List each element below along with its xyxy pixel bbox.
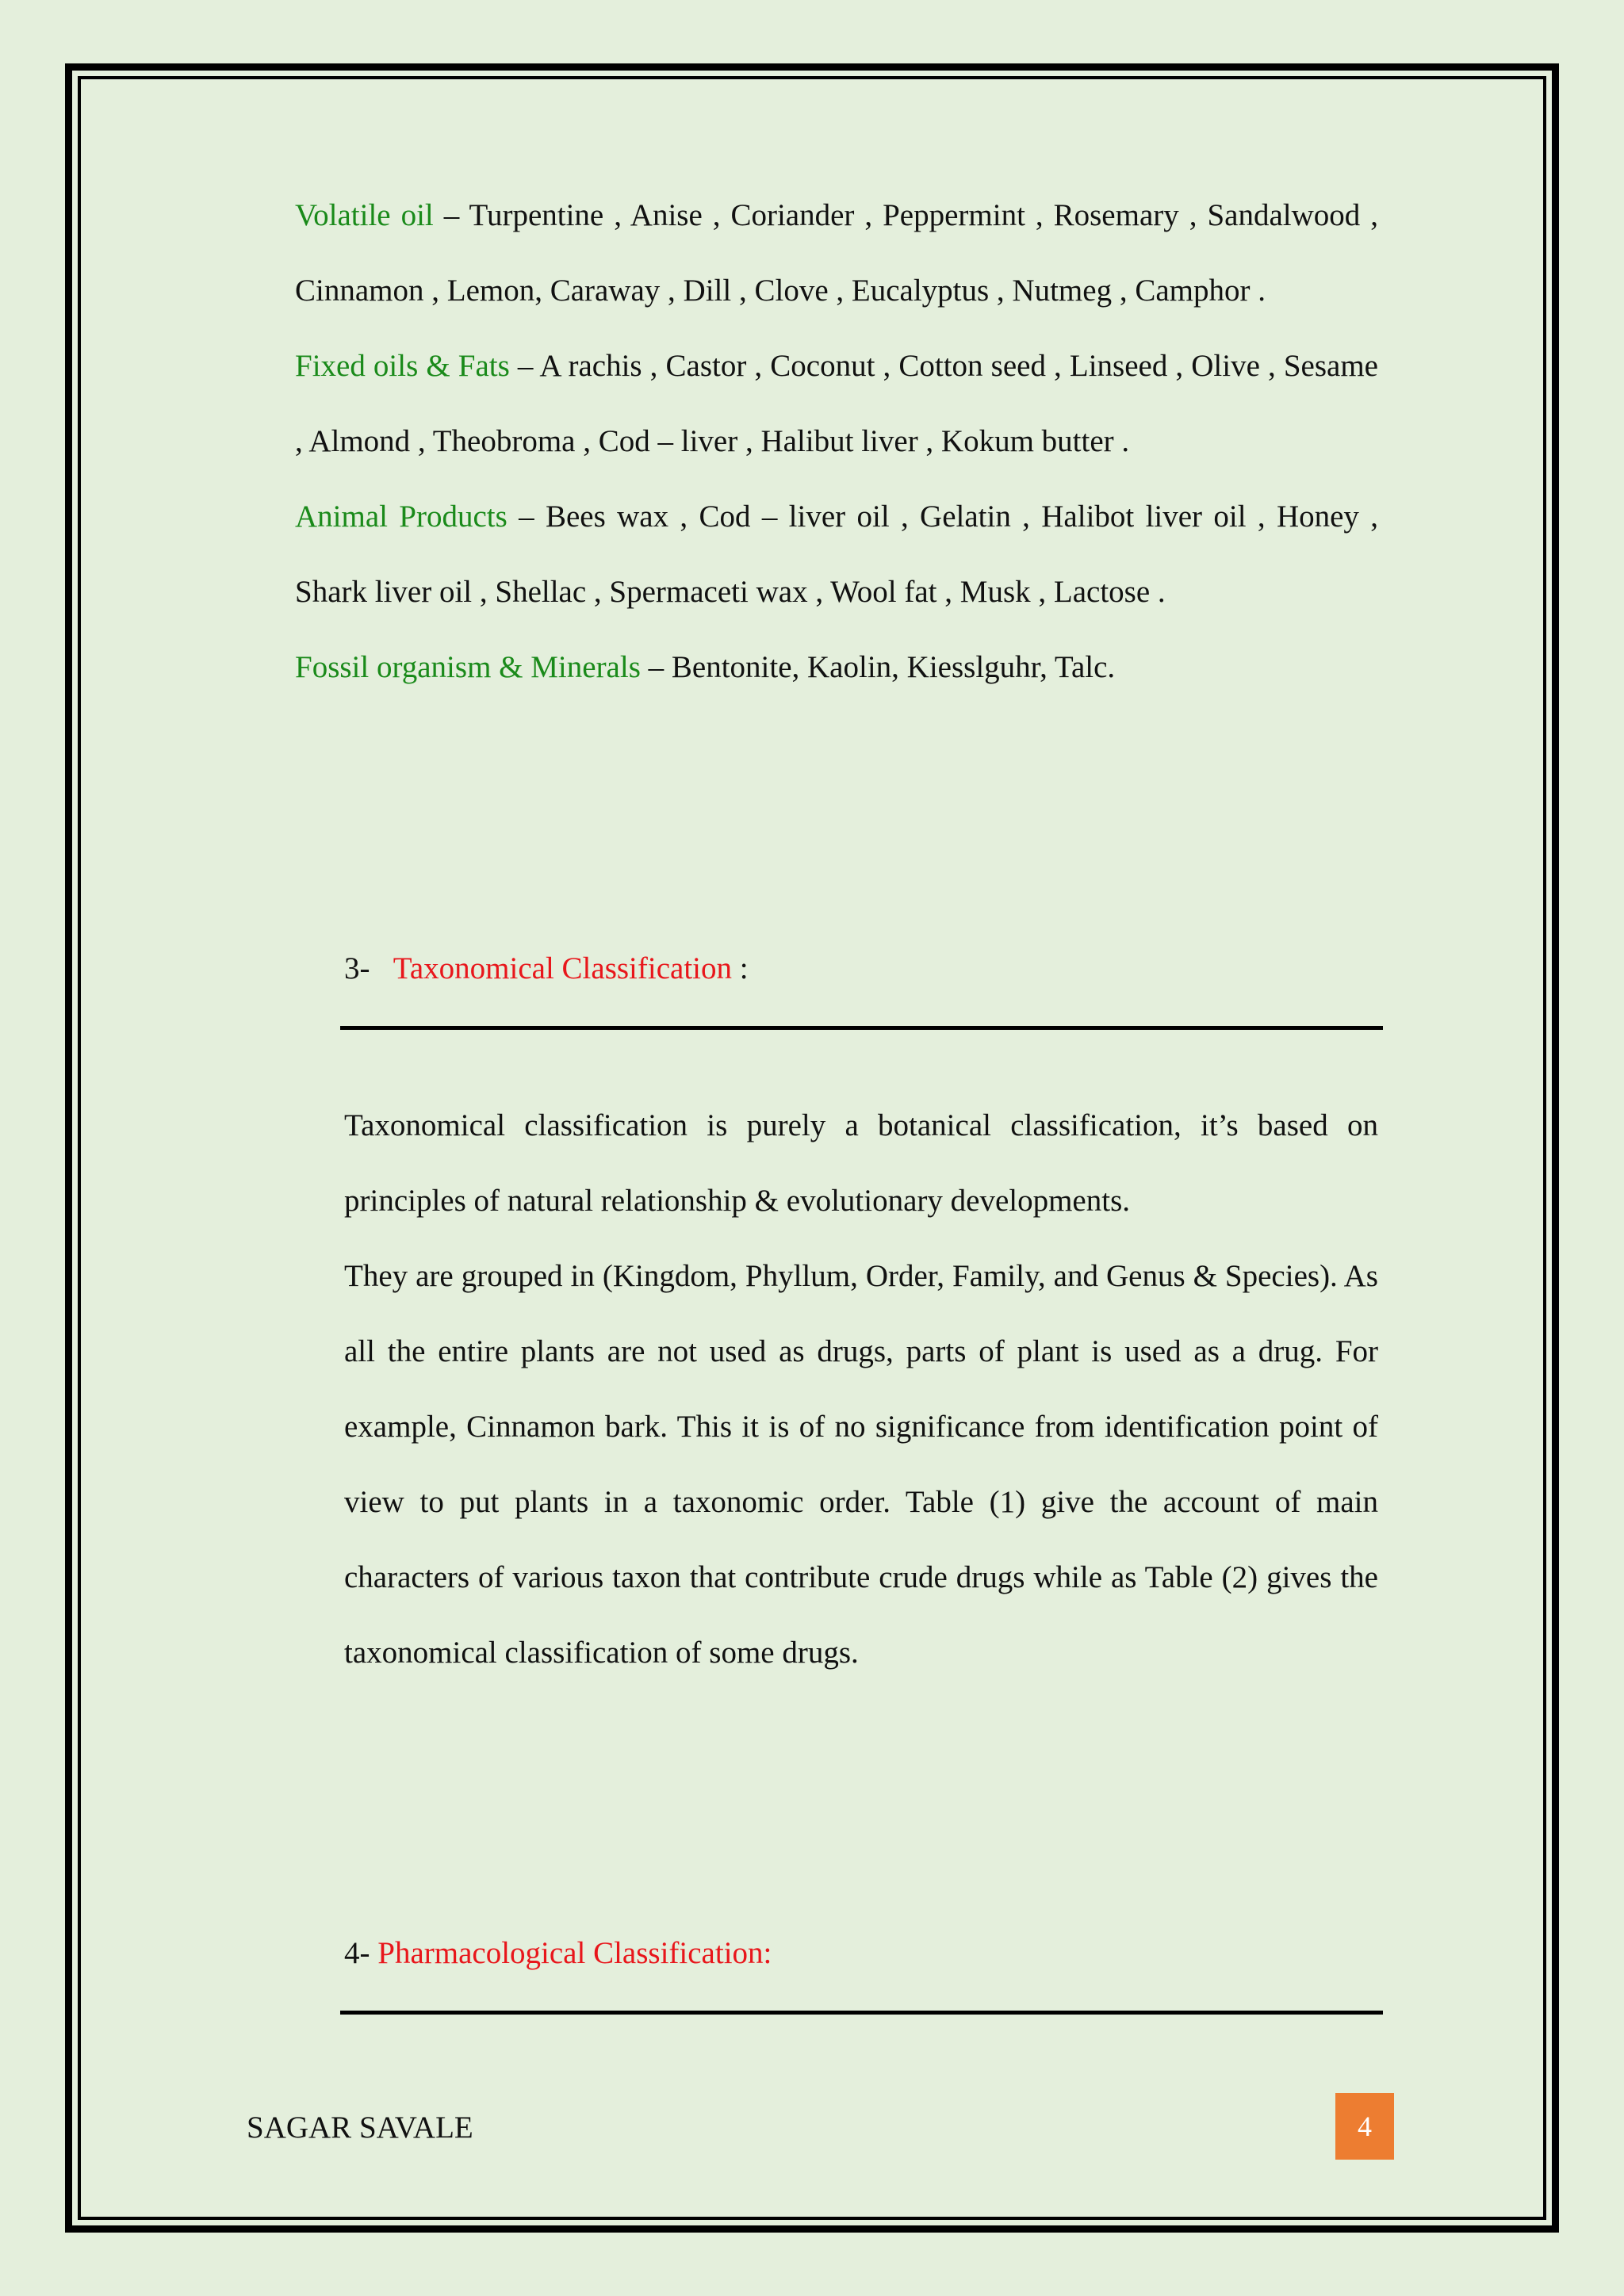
class-entry-fossil-minerals [295, 629, 1378, 705]
section-divider [340, 1026, 1383, 1030]
class-separator: – [507, 499, 546, 534]
class-items: Bees wax , Cod – liver oil , Gelatin , Halibot liver oil , Honey , Shark liver oil , Shellac , Spermaceti wax , Wool fat , Musk , Lactose . [295, 499, 1379, 609]
class-separator: – [433, 198, 469, 232]
section-title: Taxonomical Classification [393, 951, 732, 985]
section-heading-pharmacological [344, 1930, 772, 1977]
class-separator: – [509, 349, 540, 383]
section-suffix: : [732, 951, 749, 985]
class-term: Animal Products [295, 499, 508, 534]
class-items: A rachis , Castor , Coconut , Cotton seed , Linseed , Olive , Sesame , Almond , Theobroma , Cod – liver , Halibut liver , Kokum butter . [295, 349, 1378, 458]
section-divider [340, 2011, 1383, 2015]
paragraph: Taxonomical classification is purely a botanical classification, it’s based on principles of natural relationship & evolutionary developments. [344, 1108, 1378, 1218]
class-entry-fixed-oils [295, 328, 1378, 479]
page-number: 4 [1335, 2093, 1394, 2160]
footer-author: SAGAR SAVALE [247, 2110, 473, 2145]
class-term: Volatile oil [295, 198, 434, 232]
class-term: Fixed oils & Fats [295, 349, 510, 383]
section-heading-taxonomical [344, 945, 749, 993]
class-separator: – [640, 650, 672, 684]
section-number: 4- [344, 1936, 370, 1970]
class-entry-volatile-oil [295, 178, 1378, 328]
class-term: Fossil organism & Minerals [295, 650, 641, 684]
section-body-taxonomical [344, 1088, 1378, 1690]
section-title: Pharmacological Classification: [377, 1936, 772, 1970]
section-number: 3- [344, 951, 370, 985]
class-entry-animal-products [295, 479, 1378, 629]
paragraph: They are grouped in (Kingdom, Phyllum, Order, Family, and Genus & Species). As all the entire plants are not used as drugs, parts of plant is used as a drug. For example, Cinnamon bark. This it is of no significance from identification point of view to put plants in a taxonomic order. Table (1) give the account of main characters of various taxon that contribute crude drugs while as Table (2) gives the taxonomical classification of some drugs. [344, 1259, 1378, 1670]
class-items: Bentonite, Kaolin, Kiesslguhr, Talc. [671, 650, 1116, 684]
classification-list [295, 178, 1378, 705]
class-items: Turpentine , Anise , Coriander , Peppermint , Rosemary , Sandalwood , Cinnamon , Lemon, Caraway , Dill , Clove , Eucalyptus , Nutmeg , Camphor . [295, 198, 1378, 308]
